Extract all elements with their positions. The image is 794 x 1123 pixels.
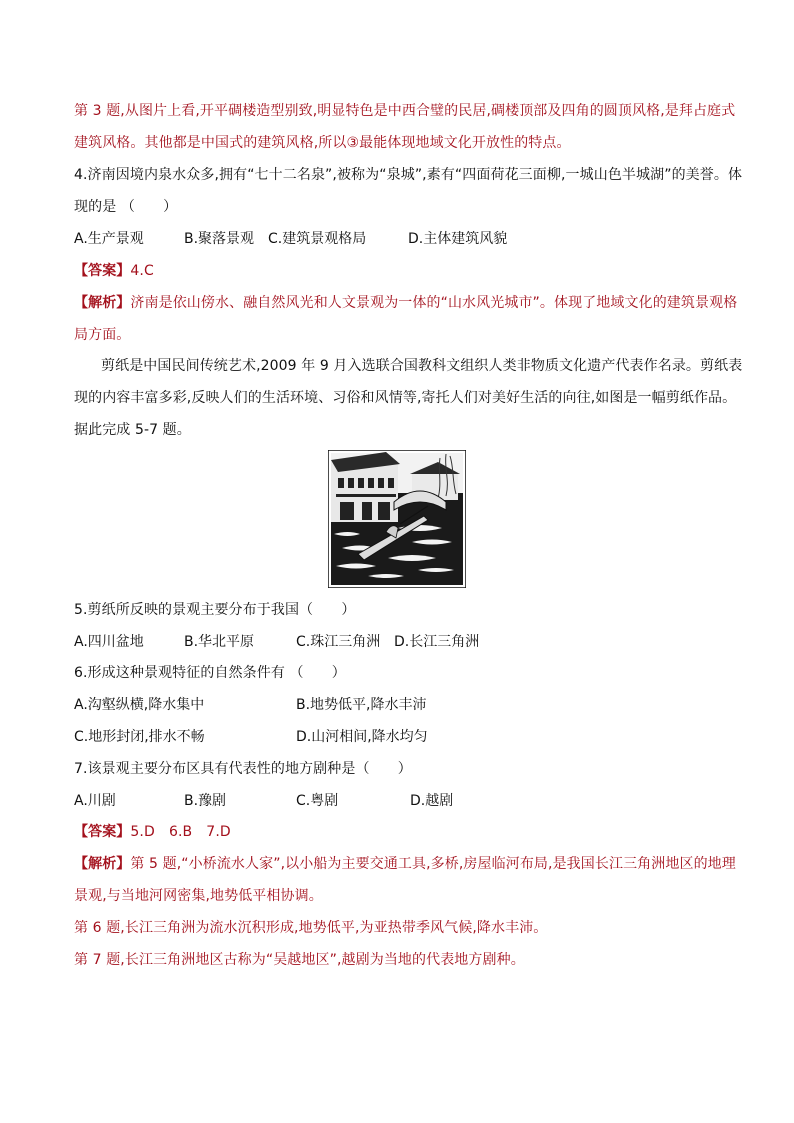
q4-analysis-line2: 局方面。: [74, 327, 131, 343]
analysis-q5-line2: 景观,与当地河网密集,地势低平相协调。: [74, 888, 323, 904]
q5-option-a: A.四川盆地: [74, 634, 144, 650]
analysis-q5-line1: [74, 854, 736, 874]
q5-option-c: C.珠江三角洲: [296, 634, 381, 650]
intro-line3: 据此完成 5-7 题。: [74, 422, 191, 438]
q4-analysis-line1: [74, 293, 737, 313]
analysis-q6: 第 6 题,长江三角洲为流水沉积形成,地势低平,为亚热带季风气候,降水丰沛。: [74, 920, 548, 936]
intro-line2: 现的内容丰富多彩,反映人们的生活环境、习俗和风情等,寄托人们对美好生活的向往,如图是一幅剪纸作品。: [74, 390, 737, 406]
q6-stem: 6.形成这种景观特征的自然条件有 （ ）: [74, 665, 346, 681]
q6-option-c: C.地形封闭,排水不畅: [74, 729, 205, 745]
q4-stem-line1: 4.济南因境内泉水众多,拥有“七十二名泉”,被称为“泉城”,素有“四面荷花三面柳,一城山色半城湖”的美誉。体: [74, 167, 743, 183]
q7-option-d: D.越剧: [410, 793, 454, 809]
intro-line1: 剪纸是中国民间传统艺术,2009 年 9 月入选联合国教科文组织人类非物质文化遗产代表作名录。剪纸表: [101, 358, 743, 374]
q5-stem: 5.剪纸所反映的景观主要分布于我国（ ）: [74, 602, 356, 618]
q5-option-d: D.长江三角洲: [394, 634, 480, 650]
q4-stem-line2: 现的是 （ ）: [74, 199, 178, 215]
analysis-tag: 【解析】: [74, 295, 131, 311]
analysis-text: 第 5 题,“小桥流水人家”,以小船为主要交通工具,多桥,房屋临河布局,是我国长江三角洲地区的地理: [130, 856, 736, 872]
answer-text: 4.C: [130, 263, 154, 279]
answer-tag: 【答案】: [74, 263, 131, 279]
analysis-tag: 【解析】: [74, 856, 131, 872]
q4-option-a: A.生产景观: [74, 231, 144, 247]
q3-explanation-line1: 第 3 题,从图片上看,开平碉楼造型别致,明显特色是中西合璧的民居,碉楼顶部及四角的圆顶风格,是拜占庭式: [74, 103, 736, 119]
analysis-text: 济南是依山傍水、融自然风光和人文景观为一体的“山水风光城市”。体现了地域文化的建筑景观格: [130, 295, 738, 311]
q6-option-d: D.山河相间,降水均匀: [296, 729, 428, 745]
q7-option-b: B.豫剧: [184, 793, 227, 809]
analysis-q7: 第 7 题,长江三角洲地区古称为“吴越地区”,越剧为当地的代表地方剧种。: [74, 952, 525, 968]
q7-option-c: C.粤剧: [296, 793, 339, 809]
answer-tag: 【答案】: [74, 824, 131, 840]
answer-text: 5.D 6.B 7.D: [130, 824, 231, 840]
q4-option-d: D.主体建筑风貌: [408, 231, 508, 247]
q7-option-a: A.川剧: [74, 793, 116, 809]
q3-explanation-line2: 建筑风格。其他都是中国式的建筑风格,所以③最能体现地域文化开放性的特点。: [74, 135, 571, 151]
papercut-water-town-image: [328, 450, 466, 588]
q6-option-b: B.地势低平,降水丰沛: [296, 697, 427, 713]
q4-answer: [74, 261, 154, 281]
q4-option-b: B.聚落景观: [184, 231, 255, 247]
q6-option-a: A.沟壑纵横,降水集中: [74, 697, 205, 713]
q7-stem: 7.该景观主要分布区具有代表性的地方剧种是（ ）: [74, 761, 412, 777]
q4-option-c: C.建筑景观格局: [268, 231, 367, 247]
q5-option-b: B.华北平原: [184, 634, 255, 650]
answers-5-7: [74, 822, 231, 842]
